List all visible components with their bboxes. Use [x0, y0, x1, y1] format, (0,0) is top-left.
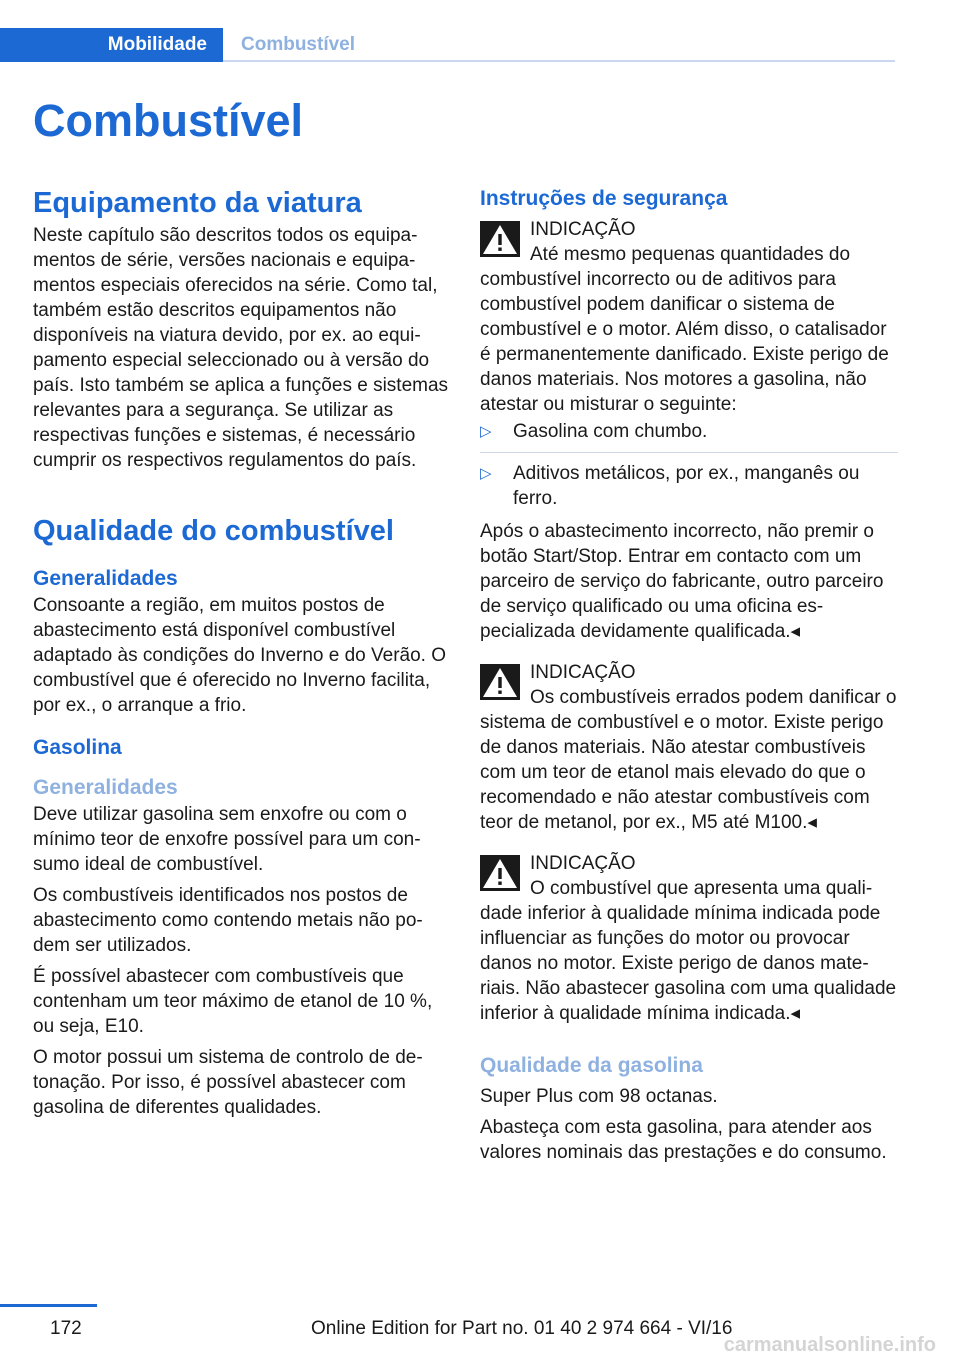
warning-3-text: O combustível que apresenta uma qualidade inferior à qualidade mínima indicada pode influenciar as funções do motor ou provocar danos no motor. Existe perigo de danos materiais. Não abastecer gasolina com uma qualidade inferior à qualidade mínima indicada.◂ — [480, 878, 897, 1024]
heading-generalidades: Generalidades — [33, 567, 178, 590]
heading-gasolina-generalidades: Generalidades — [33, 776, 178, 799]
header-tab-mobilidade: Mobilidade — [0, 28, 223, 62]
footer-rule — [0, 1304, 97, 1307]
page-header — [0, 28, 895, 62]
warning-triangle-icon — [480, 664, 520, 700]
heading-qualidade-gasolina: Qualidade da gasolina — [480, 1054, 703, 1077]
paragraph-abasteca: Abasteça com esta gasolina, para atender aos valores nominais das prestações e do consumo. — [480, 1117, 887, 1163]
page-title: Combustível — [33, 95, 304, 146]
bullet-triangle-icon: ▷ — [480, 465, 492, 482]
header-rule — [223, 60, 895, 62]
paragraph-etanol: É possível abastecer com combustíveis que contenham um teor máximo de etanol de 10 %, ou seja, E10. — [33, 966, 433, 1037]
edition-text: Online Edition for Part no. 01 40 2 974 664 - VI/16 — [311, 1318, 733, 1339]
paragraph-super-plus: Super Plus com 98 octanas. — [480, 1086, 718, 1107]
watermark-text: carmanualsonline.info — [723, 1334, 936, 1356]
list-item: ▷ Aditivos metálicos, por ex., manganês ou ferro. — [480, 463, 860, 509]
left-column — [33, 185, 449, 1126]
warning-triangle-icon — [480, 221, 520, 257]
warning-block-1 — [480, 217, 898, 644]
header-tab-combustivel: Combustível — [241, 34, 356, 55]
heading-qualidade-combustivel: Qualidade do combustível — [33, 515, 394, 547]
paragraph-metais: Os combustíveis identificados nos postos de abastecimento como contendo metais não podem ser utilizados. — [33, 885, 423, 956]
paragraph-enxofre: Deve utilizar gasolina sem enxofre ou com o mínimo teor de enxofre possível para um consumo ideal de combustível. — [33, 804, 421, 875]
warning-3-heading: INDICAÇÃO — [530, 853, 636, 874]
paragraph-generalidades: Consoante a região, em muitos postos de abastecimento está disponível combustível adaptado às condições do Inverno e do Verão. O combustível que é oferecido no Inverno facilita, por ex., o arranque a frio. — [33, 595, 447, 716]
warning-1-list — [480, 419, 898, 511]
page-number: 172 — [50, 1318, 82, 1339]
paragraph-equipamento: Neste capítulo são descritos todos os equipamentos de série, versões nacionais e equipamentos especiais oferecidos na série. Como tal, também estão descritos equipamentos não disponíveis na viatura devido, por ex. ao equipamento especial seleccionado ou à versão do país. Isto também se aplica a funções e sistemas relevantes para a segurança. Se utilizar as respectivas funções e sistemas, é necessário cumprir os respectivos regulamentos do país. — [33, 225, 449, 471]
bullet-triangle-icon: ▷ — [480, 423, 492, 440]
heading-gasolina: Gasolina — [33, 736, 122, 759]
heading-instrucoes-seguranca: Instruções de segurança — [480, 187, 728, 210]
right-column — [480, 185, 898, 1171]
warning-triangle-icon — [480, 855, 520, 891]
warning-2-heading: INDICAÇÃO — [530, 662, 636, 683]
warning-2-text: Os combustíveis errados podem danificar o sistema de combustível e o motor. Existe perigo de danos materiais. Não atestar combustíveis com um teor de etanol mais elevado do que o recomendado e não atestar combustíveis com teor de metanol, por ex., M5 até M100.◂ — [480, 687, 897, 833]
paragraph-detonacao: O motor possui um sistema de controlo de detonação. Por isso, é possível abastecer com gasolina de diferentes qualidades. — [33, 1047, 423, 1118]
warning-1-heading: INDICAÇÃO — [530, 219, 636, 240]
heading-equipamento: Equipamento da viatura — [33, 187, 362, 219]
warning-block-2 — [480, 660, 898, 835]
warning-1-after: Após o abastecimento incorrecto, não premir o botão Start/Stop. Entrar em contacto com um parceiro de serviço do fabricante, outro parceiro de serviço qualificado ou uma oficina especializada devidamente qualificada.◂ — [480, 521, 884, 642]
warning-block-3 — [480, 851, 898, 1026]
warning-1-text: Até mesmo pequenas quantidades do combustível incorrecto ou de aditivos para combustível podem danificar o sistema de combustível e o motor. Além disso, o catalisador é permanentemente danificado. Existe perigo de danos materiais. Nos motores a gasolina, não atestar ou misturar o seguinte: — [480, 244, 889, 415]
list-item: ▷ Gasolina com chumbo. — [480, 419, 898, 453]
